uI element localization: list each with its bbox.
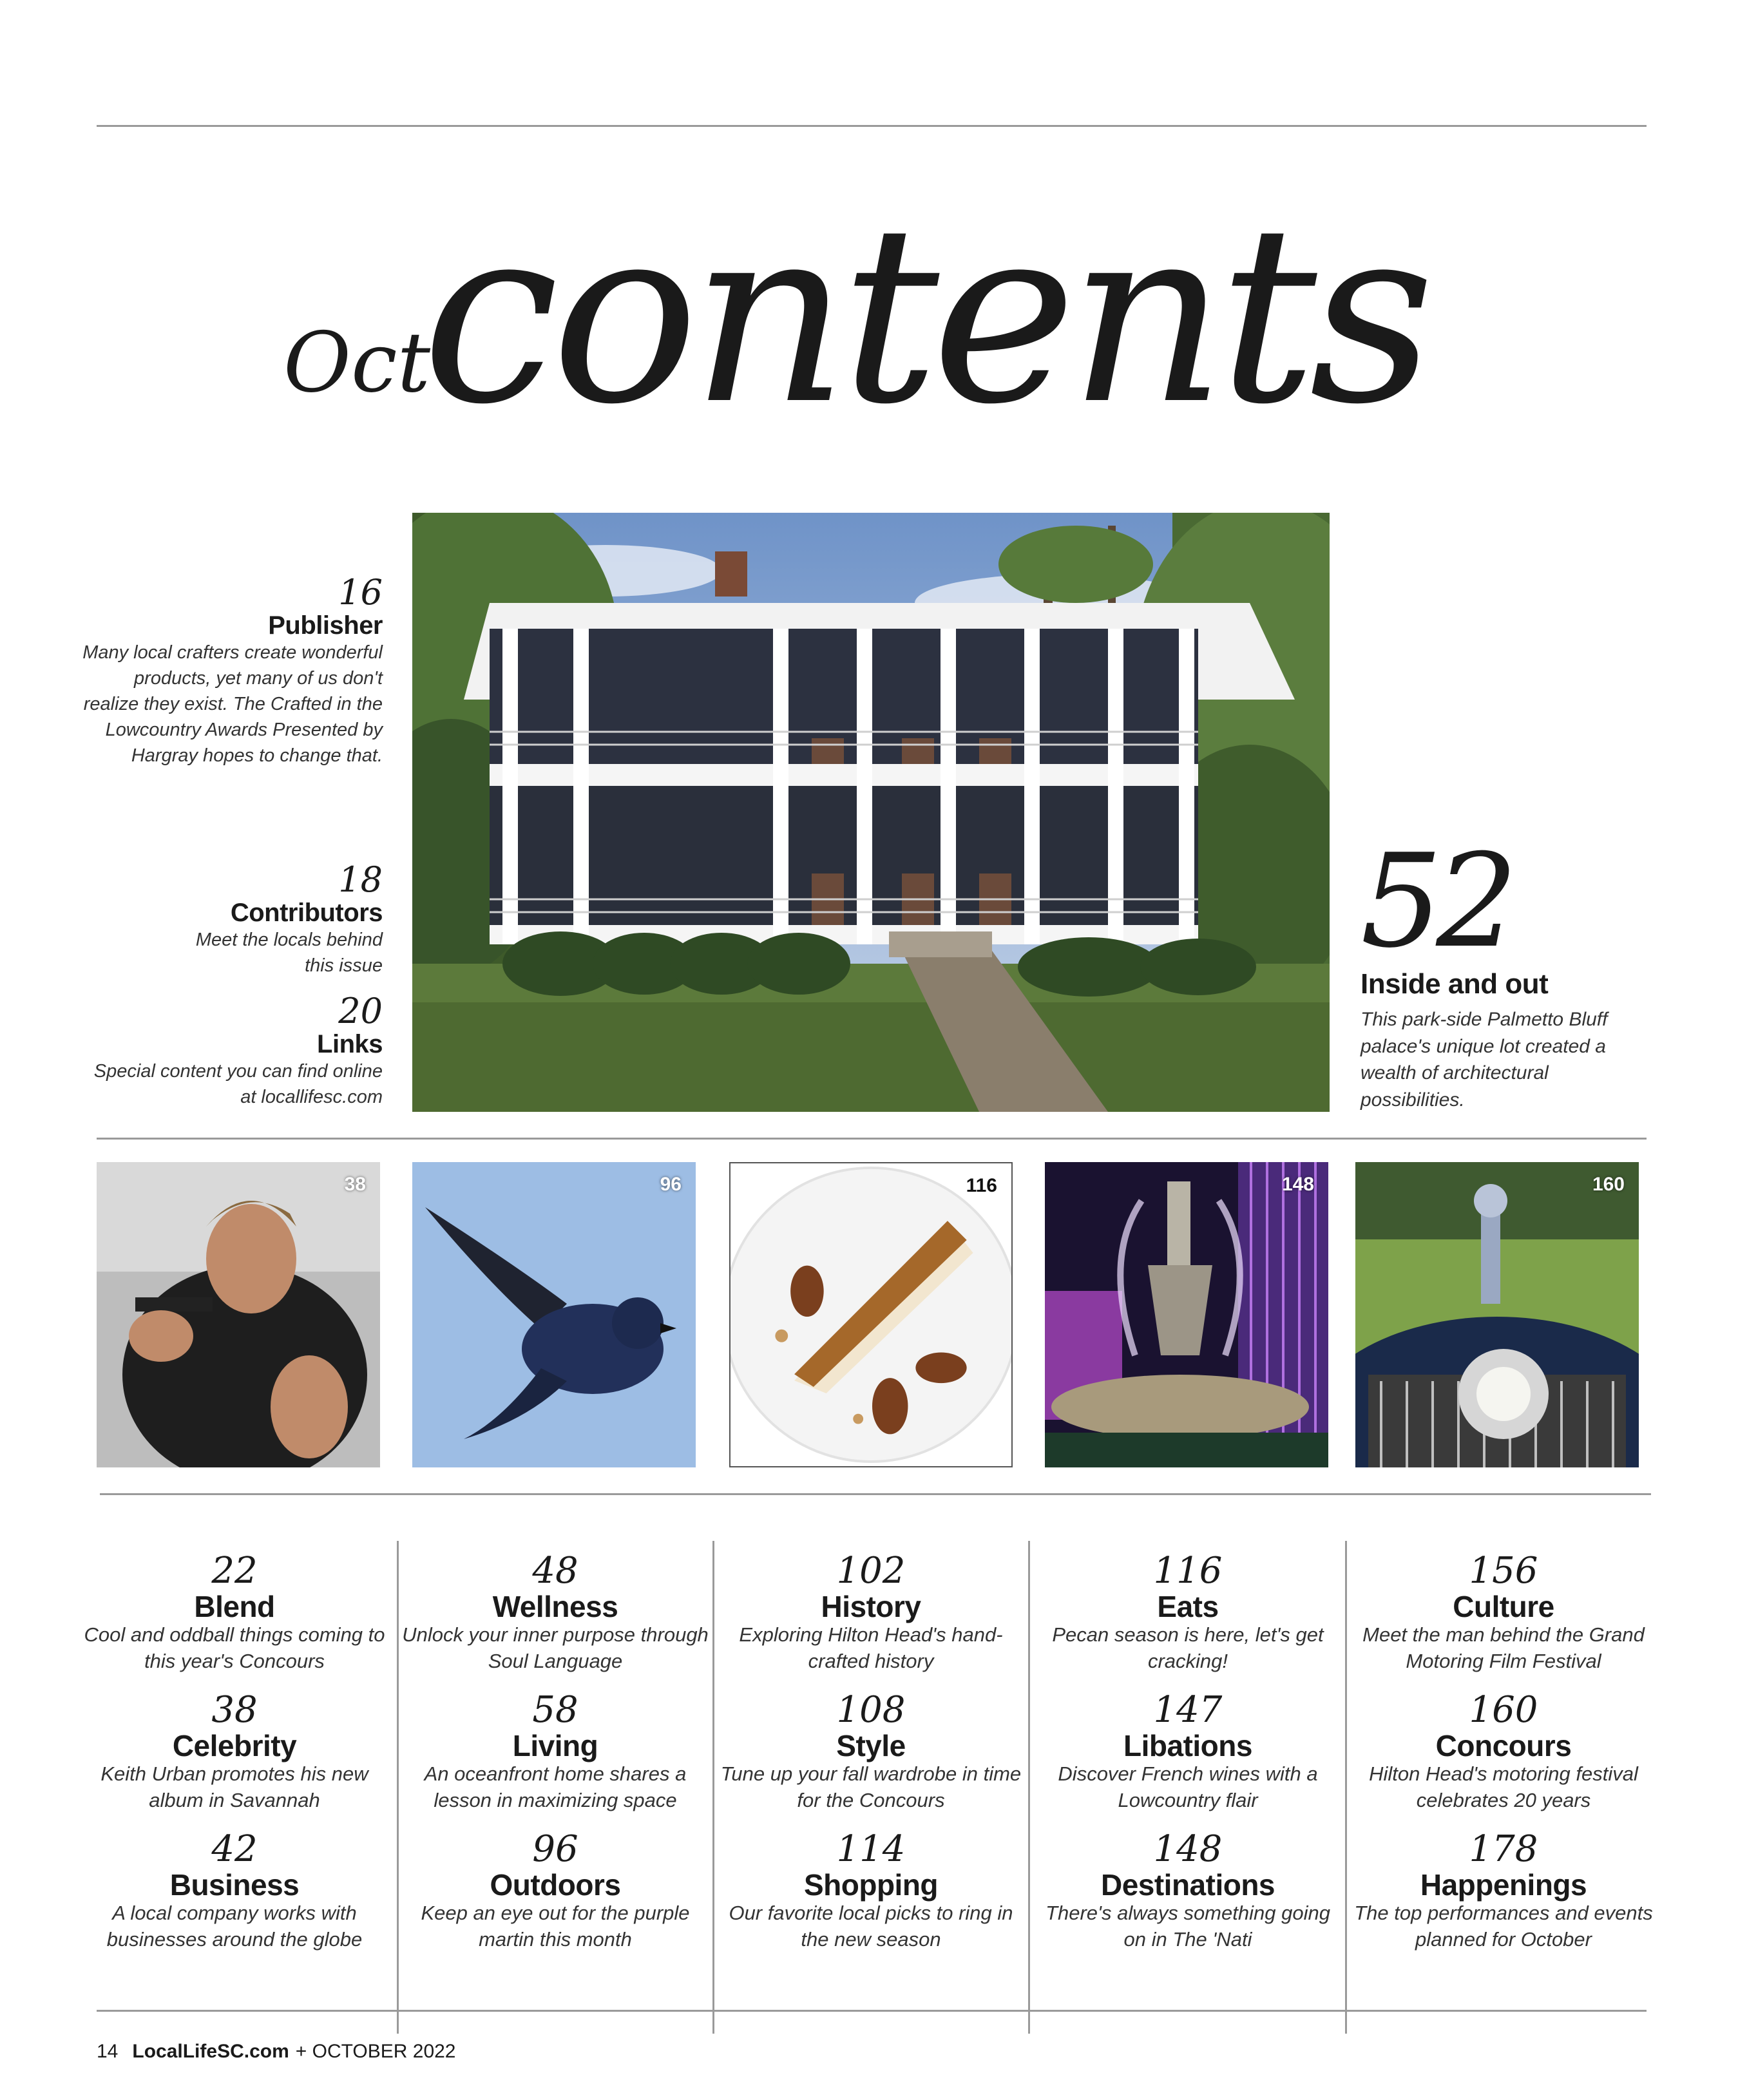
purple-martin-illustration [412, 1162, 696, 1467]
hero-house-photo[interactable] [412, 513, 1330, 1112]
footer-site-link[interactable]: LocalLifeSC.com [132, 2041, 289, 2062]
toc-description: Meet the man behind the Grand Motoring Film Festival [1362, 1623, 1645, 1672]
toc-section-title: Blend [194, 1589, 275, 1623]
toc-item-happenings[interactable] [1349, 1829, 1658, 1969]
toc-page-number: 16 [338, 572, 383, 613]
toc-page-number: 156 [1469, 1550, 1538, 1592]
footer-issue-date: + OCTOBER 2022 [295, 2041, 456, 2062]
toc-item-publisher[interactable] [80, 572, 383, 768]
thumbnail-page-badge: 160 [1592, 1174, 1625, 1195]
toc-section-title: Contributors [230, 898, 383, 927]
toc-section-title: History [821, 1589, 921, 1623]
thumbnail-outdoors[interactable] [412, 1162, 696, 1467]
toc-description: Cool and oddball things coming to this year's Concours [84, 1623, 385, 1672]
toc-page-number: 20 [338, 991, 383, 1031]
toc-section-title: Shopping [803, 1867, 939, 1902]
thumbnail-page-badge: 148 [1281, 1174, 1314, 1195]
toc-description: Keith Urban promotes his new album in Savannah [100, 1762, 368, 1811]
grid-divider [1345, 1541, 1347, 2034]
toc-item-style[interactable] [716, 1690, 1026, 1829]
toc-page-number: 108 [836, 1689, 906, 1731]
toc-item-blend[interactable] [80, 1551, 389, 1690]
toc-item-business[interactable] [80, 1829, 389, 1969]
toc-item-libations[interactable] [1033, 1690, 1342, 1829]
toc-description: Pecan season is here, let's get cracking! [1052, 1623, 1324, 1672]
grid-bottom-rule [97, 2010, 1647, 2012]
toc-item-eats[interactable] [1033, 1551, 1342, 1690]
toc-page-number: 96 [532, 1828, 578, 1870]
toc-page-number: 114 [836, 1828, 906, 1870]
fountain-illustration [1045, 1162, 1328, 1467]
toc-description: A local company works with businesses around the globe [106, 1901, 363, 1951]
toc-description: The top performances and events planned for October [1354, 1901, 1653, 1951]
toc-item-shopping[interactable] [716, 1829, 1026, 1969]
toc-page-number: 147 [1153, 1689, 1223, 1731]
toc-item-celebrity[interactable] [80, 1690, 389, 1829]
toc-section-title: Wellness [492, 1589, 618, 1623]
toc-page-number: 148 [1153, 1828, 1223, 1870]
thumbs-bottom-rule [100, 1493, 1651, 1495]
singer-photo-illustration [97, 1162, 380, 1467]
page-footer [97, 2041, 456, 2063]
toc-description: Exploring Hilton Head's hand-crafted history [739, 1623, 1003, 1672]
toc-description: Many local crafters create wonderful products, yet many of us don't realize they exist. The Crafted in the Lowcountry Awards Presented by Hargray hopes to change that. [82, 642, 383, 766]
grid-column-5 [1349, 1551, 1658, 1969]
toc-section-title: Living [512, 1728, 598, 1762]
toc-item-concours[interactable] [1349, 1690, 1658, 1829]
toc-description: Keep an eye out for the purple martin this month [421, 1901, 690, 1951]
toc-page-number: 116 [1153, 1550, 1223, 1592]
toc-section-title: Publisher [268, 611, 383, 640]
thumbnail-page-badge: 38 [344, 1174, 366, 1195]
hero-bottom-rule [97, 1138, 1647, 1140]
toc-section-title: Happenings [1420, 1867, 1587, 1902]
toc-item-links[interactable] [80, 993, 383, 1110]
toc-description: There's always something going on in The 'Nati [1046, 1901, 1330, 1951]
toc-page-number: 102 [836, 1550, 906, 1592]
thumbnail-destinations[interactable] [1045, 1162, 1328, 1467]
toc-description: An oceanfront home shares a lesson in maximizing space [424, 1762, 687, 1811]
classic-car-illustration [1355, 1162, 1639, 1467]
toc-section-title: Eats [1157, 1589, 1219, 1623]
toc-description: Discover French wines with a Lowcountry flair [1058, 1762, 1318, 1811]
thumbnail-celebrity[interactable] [97, 1162, 380, 1467]
toc-item-outdoors[interactable] [401, 1829, 710, 1969]
toc-page-number: 42 [211, 1828, 258, 1870]
toc-section-title: Culture [1453, 1589, 1554, 1623]
toc-item-culture[interactable] [1349, 1551, 1658, 1690]
toc-description: Our favorite local picks to ring in the new season [729, 1901, 1013, 1951]
grid-column-4 [1033, 1551, 1342, 1969]
toc-description: Tune up your fall wardrobe in time for the Concours [720, 1762, 1022, 1811]
pecan-pie-illustration [731, 1163, 1011, 1466]
toc-description: Meet the locals behind this issue [195, 929, 383, 976]
toc-page-number: 48 [532, 1550, 578, 1592]
thumbnail-concours[interactable] [1355, 1162, 1639, 1467]
toc-page-number: 160 [1469, 1689, 1538, 1731]
grid-column-1 [80, 1551, 389, 1969]
masthead-month: Oct [283, 315, 431, 411]
toc-page-number: 178 [1469, 1828, 1538, 1870]
toc-item-wellness[interactable] [401, 1551, 710, 1690]
toc-page-number: 58 [532, 1689, 578, 1731]
toc-item-contributors[interactable] [170, 859, 383, 978]
thumbnail-page-badge: 116 [966, 1175, 997, 1196]
house-illustration [412, 513, 1330, 1112]
toc-description: Special content you can find online at locallifesc.com [93, 1060, 383, 1107]
feature-title: Inside and out [1361, 968, 1549, 1000]
top-rule [97, 125, 1647, 127]
grid-divider [1028, 1541, 1030, 2034]
feature-description: This park-side Palmetto Bluff palace's unique lot created a wealth of architectural possibilities. [1361, 1009, 1608, 1111]
toc-section-title: Destinations [1100, 1867, 1275, 1902]
toc-section-title: Style [836, 1728, 906, 1762]
toc-section-title: Libations [1123, 1728, 1252, 1762]
grid-divider [397, 1541, 399, 2034]
toc-item-history[interactable] [716, 1551, 1026, 1690]
toc-item-destinations[interactable] [1033, 1829, 1342, 1969]
feature-page-number: 52 [1361, 826, 1512, 977]
masthead-title: contents [422, 173, 1428, 458]
toc-section-title: Business [169, 1867, 300, 1902]
toc-item-living[interactable] [401, 1690, 710, 1829]
toc-section-title: Concours [1435, 1728, 1572, 1762]
toc-description: Hilton Head's motoring festival celebrates 20 years [1369, 1762, 1638, 1811]
toc-page-number: 38 [211, 1689, 258, 1731]
feature-inside-and-out[interactable] [1361, 826, 1644, 1113]
footer-page-number: 14 [97, 2041, 119, 2062]
thumbnail-page-badge: 96 [660, 1174, 682, 1195]
grid-column-3 [716, 1551, 1026, 1969]
toc-section-title: Links [317, 1029, 383, 1058]
grid-column-2 [401, 1551, 710, 1969]
toc-description: Unlock your inner purpose through Soul Language [402, 1623, 709, 1672]
grid-divider [712, 1541, 714, 2034]
toc-section-title: Celebrity [172, 1728, 297, 1762]
toc-page-number: 22 [211, 1550, 258, 1592]
thumbnail-eats[interactable] [729, 1162, 1013, 1467]
toc-section-title: Outdoors [490, 1867, 621, 1902]
toc-page-number: 18 [338, 859, 383, 900]
